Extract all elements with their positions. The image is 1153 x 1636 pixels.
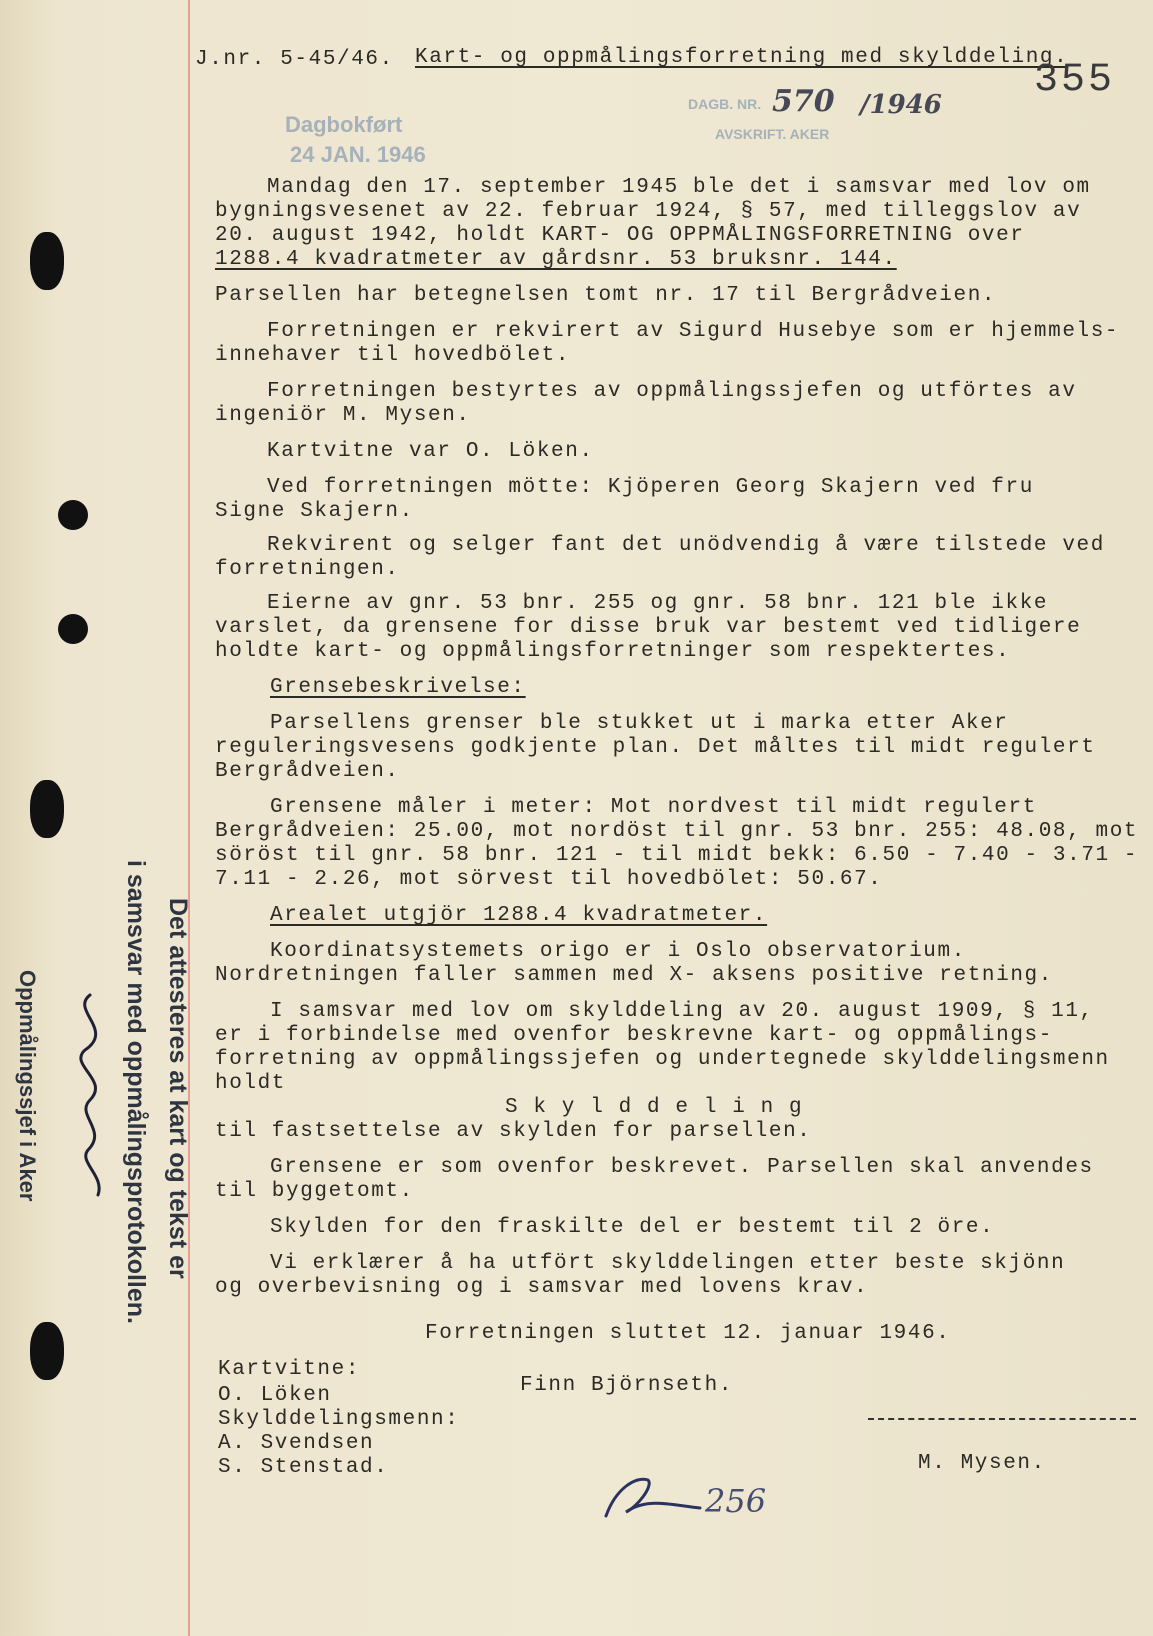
skylddelingsmann-name: A. Svendsen (218, 1432, 375, 1455)
body-line: og overbevisning og i samsvar med lovens krav. (215, 1276, 869, 1299)
body-line: forretning av oppmålingssjefen og undertegnede skylddelingsmenn (215, 1048, 1110, 1071)
kartvitne-label: Kartvitne: (218, 1358, 361, 1381)
body-line: holdte kart- og oppmålingsforretninger som respektertes. (215, 640, 1011, 663)
attestation-line-1: Det attesteres at kart og tekst er (164, 898, 192, 1279)
body-line: Vi erklærer å ha utfört skylddelingen etter beste skjönn (270, 1252, 1066, 1275)
dagbokfort-stamp: Dagbokført (285, 112, 403, 137)
margin-line (188, 0, 190, 1636)
body-line: Forretningen er rekvirert av Sigurd Husebye som er hjemmels- (267, 320, 1120, 343)
signature-rule (868, 1418, 1136, 1420)
binder-hole (58, 614, 88, 644)
kartvitne-name: O. Löken (218, 1384, 332, 1407)
body-line: Mandag den 17. september 1945 ble det i samsvar med lov om (267, 176, 1091, 199)
closing-line: Forretningen sluttet 12. januar 1946. (425, 1322, 951, 1345)
body-line: ingeniör M. Mysen. (215, 404, 471, 427)
center-signature-name: Finn Björnseth. (520, 1374, 734, 1397)
body-line: Signe Skajern. (215, 500, 414, 523)
body-line: 20. august 1942, holdt KART- OG OPPMÅLINGSFORRETNING over (215, 224, 1025, 247)
handwritten-signature (60, 990, 130, 1200)
body-line: Parsellens grenser ble stukket ut i marka etter Aker (270, 712, 1009, 735)
body-line: innehaver til hovedbölet. (215, 344, 571, 367)
binder-hole (30, 780, 64, 838)
body-line: Eierne av gnr. 53 bnr. 255 og gnr. 58 bnr. 121 ble ikke (267, 592, 1049, 615)
body-line: Bergrådveien. (215, 760, 400, 783)
attestation-line-3: Oppmålingssjef i Aker (15, 970, 40, 1202)
body-line: varslet, da grensene for disse bruk var bestemt ved tidligere (215, 616, 1082, 639)
handwritten-initial (596, 1468, 706, 1528)
body-line: reguleringsvesens godkjente plan. Det måltes til midt regulert (215, 736, 1096, 759)
body-line: til byggetomt. (215, 1180, 414, 1203)
body-line: holdt (215, 1072, 287, 1095)
body-line: Grensene er som ovenfor beskrevet. Parsellen skal anvendes (270, 1156, 1094, 1179)
skylddelingsmann-name: S. Stenstad. (218, 1456, 389, 1479)
body-line: 7.11 - 2.26, mot sörvest til hovedbölet: 50.67. (215, 868, 883, 891)
body-line: Parsellen har betegnelsen tomt nr. 17 til Bergrådveien. (215, 284, 997, 307)
body-line: Forretningen bestyrtes av oppmålingssjefen og utförtes av (267, 380, 1077, 403)
body-line: 1288.4 kvadratmeter av gårdsnr. 53 bruksnr. 144. (215, 248, 897, 271)
body-line: Bergrådveien: 25.00, mot nordöst til gnr. 53 bnr. 255: 48.08, mot (215, 820, 1139, 843)
body-line: Ved forretningen mötte: Kjöperen Georg Skajern ved fru (267, 476, 1034, 499)
body-line: söröst til gnr. 58 bnr. 121 - til midt bekk: 6.50 - 7.40 - 3.71 - (215, 844, 1139, 867)
skylddeling-heading: S k y l d d e l i n g (505, 1096, 804, 1119)
dagb-year: /1946 (860, 90, 942, 120)
body-line: Grensene måler i meter: Mot nordvest til midt regulert (270, 796, 1037, 819)
body-line: Koordinatsystemets origo er i Oslo observatorium. (270, 940, 966, 963)
body-line: I samsvar med lov om skylddeling av 20. august 1909, § 11, (270, 1000, 1094, 1023)
avskrift-stamp: AVSKRIFT. AKER (715, 126, 830, 142)
binder-hole (58, 500, 88, 530)
document-title: Kart- og oppmålingsforretning med skylddeling. (415, 46, 1069, 69)
page-number: 355 (1033, 58, 1115, 103)
body-line: Nordretningen faller sammen med X- aksens positive retning. (215, 964, 1053, 987)
body-line: Kartvitne var O. Löken. (267, 440, 594, 463)
body-line: til fastsettelse av skylden for parsellen. (215, 1120, 812, 1143)
date-stamp: 24 JAN. 1946 (290, 142, 426, 167)
dagb-nr-label: DAGB. NR. (688, 96, 762, 112)
body-line: forretningen. (215, 558, 400, 581)
section-heading: Grensebeskrivelse: (270, 676, 526, 699)
dagb-nr-value: 570 (772, 84, 835, 119)
body-line: bygningsvesenet av 22. februar 1924, § 57, med tilleggslov av (215, 200, 1082, 223)
handwritten-number: 256 (705, 1482, 767, 1520)
binder-hole (30, 232, 64, 290)
body-line: Rekvirent og selger fant det unödvendig å være tilstede ved (267, 534, 1105, 557)
binder-hole (30, 1322, 64, 1380)
body-line: er i forbindelse med ovenfor beskrevne kart- og oppmålings- (215, 1024, 1053, 1047)
right-signature-name: M. Mysen. (918, 1452, 1046, 1475)
body-line: Skylden for den fraskilte del er bestemt til 2 öre. (270, 1216, 995, 1239)
skylddelingsmenn-label: Skylddelingsmenn: (218, 1408, 460, 1431)
journal-number: J.nr. 5-45/46. (195, 48, 394, 71)
area-heading: Arealet utgjör 1288.4 kvadratmeter. (270, 904, 768, 927)
attestation-line-2: i samsvar med oppmålingsprotokollen. (122, 860, 150, 1325)
